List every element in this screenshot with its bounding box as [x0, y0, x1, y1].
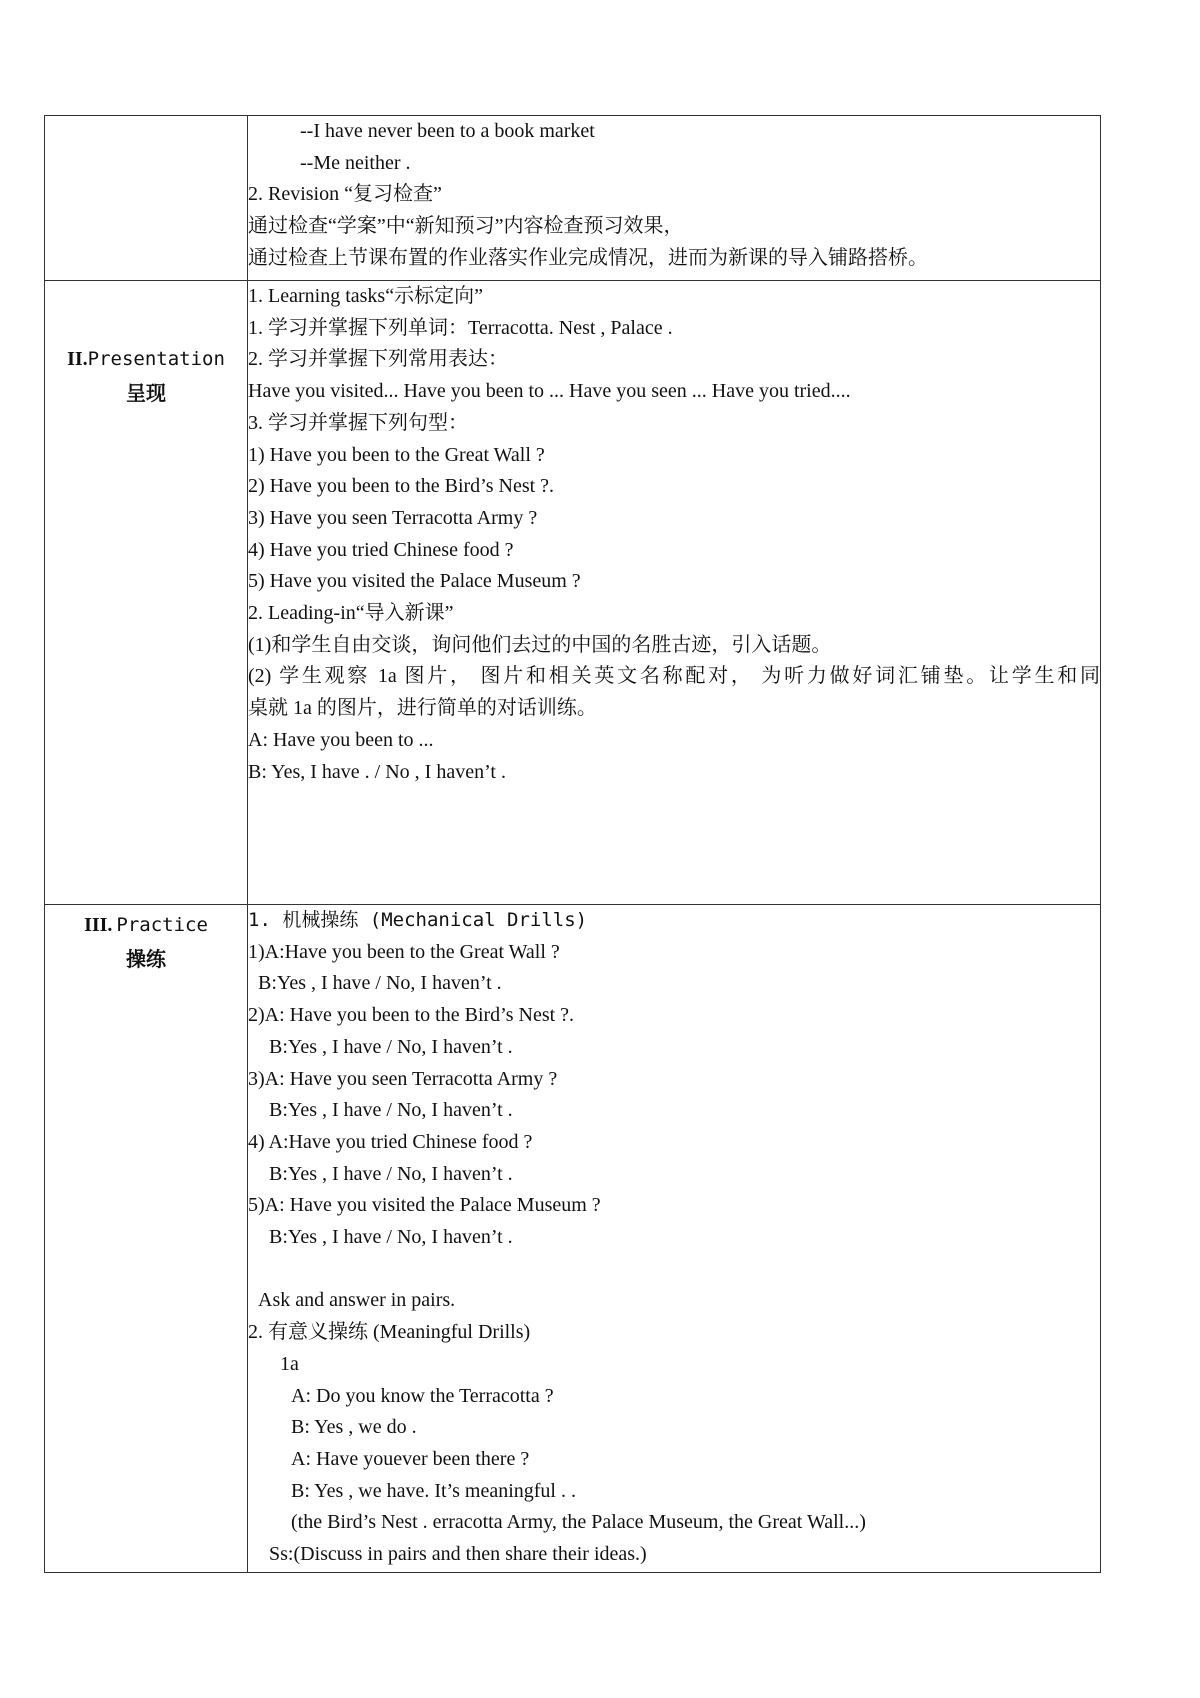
dialogue-line: --I have never been to a book market: [300, 120, 595, 142]
table-row: [45, 905, 1101, 1573]
activity-label: 1a: [280, 1352, 299, 1375]
dialogue-line: B: Yes , we do .: [291, 1416, 417, 1439]
dialogue-line: B: Yes , we have. It’s meaningful . .: [291, 1479, 576, 1502]
text-line: 通过检查上节课布置的作业落实作业完成情况，进而为新课的导入铺路搭桥。: [248, 246, 928, 269]
instruction-line: Ask and answer in pairs.: [258, 1289, 456, 1312]
section-title-zh: 操练: [126, 947, 166, 971]
dialogue-line: A: Have youever been there ?: [291, 1447, 530, 1470]
dialogue-line: (the Bird’s Nest . erracotta Army, the Palace Museum, the Great Wall...): [291, 1511, 866, 1534]
sentence-pattern: 5) Have you visited the Palace Museum ?: [248, 570, 581, 593]
sentence-pattern: 3) Have you seen Terracotta Army ?: [248, 506, 538, 529]
text-line: 桌就 1a 的图片，进行简单的对话训练。: [248, 697, 597, 720]
text-line: 2. 学习并掌握下列常用表达：: [248, 348, 508, 371]
section-label: [45, 905, 247, 975]
dialogue-line: --Me neither .: [300, 151, 411, 174]
step-heading: 2. Leading-in“导入新课”: [248, 602, 454, 625]
dialogue-line: 4) A:Have you tried Chinese food ?: [248, 1130, 533, 1153]
table-row: [45, 281, 1101, 905]
section-content-cell: [248, 281, 1101, 905]
text-line: 1. 学习并掌握下列单词：Terracotta. Nest , Palace .: [248, 316, 673, 339]
step-heading: 1. Learning tasks“示标定向”: [248, 285, 483, 307]
dialogue-line: 2)A: Have you been to the Bird’s Nest ?.: [248, 1004, 575, 1027]
dialogue-line: B:Yes , I have / No, I haven’t .: [269, 1226, 513, 1249]
dialogue-line: 1)A:Have you been to the Great Wall ?: [248, 940, 560, 963]
dialogue-line: A: Have you been to ...: [248, 728, 434, 751]
dialogue-line: 3)A: Have you seen Terracotta Army ?: [248, 1067, 558, 1090]
section-content-cell: [248, 905, 1101, 1573]
section-number: III.: [84, 914, 113, 936]
section-label-cell: [45, 116, 248, 281]
dialogue-line: A: Do you know the Terracotta ?: [291, 1384, 554, 1407]
step-heading: 2. Revision “复习检查”: [248, 183, 442, 206]
lesson-plan-table: [44, 115, 1101, 1573]
section-content-cell: [248, 116, 1101, 281]
dialogue-line: B:Yes , I have / No, I haven’t .: [269, 1099, 513, 1122]
section-label: [45, 281, 247, 409]
section-number: II.: [67, 348, 88, 370]
section-title-en: Practice: [116, 914, 208, 936]
step-heading: 2. 有意义操练 (Meaningful Drills): [248, 1321, 531, 1344]
section-title-zh: 呈现: [126, 381, 166, 405]
blank-line: [248, 1254, 1100, 1286]
dialogue-line: B: Yes, I have . / No , I haven’t .: [248, 760, 506, 783]
table-row: [45, 116, 1101, 281]
text-line: (2) 学生观察 1a 图片， 图片和相关英文名称配对， 为听力做好词汇铺垫。让学生和同: [248, 665, 1100, 688]
section-label-cell: [45, 905, 248, 1573]
instruction-line: Ss:(Discuss in pairs and then share their ideas.): [269, 1543, 647, 1566]
step-heading: 1. 机械操练 (Mechanical Drills): [248, 909, 588, 931]
text-line: 通过检查“学案”中“新知预习”内容检查预习效果，: [248, 215, 684, 238]
dialogue-line: B:Yes , I have / No, I haven’t .: [258, 972, 502, 995]
dialogue-line: 5)A: Have you visited the Palace Museum ?: [248, 1194, 601, 1217]
text-line: (1)和学生自由交谈，询问他们去过的中国的名胜古迹，引入话题。: [248, 633, 832, 656]
section-label-cell: [45, 281, 248, 905]
text-line: Have you visited... Have you been to ... Have you seen ... Have you tried....: [248, 380, 851, 403]
sentence-pattern: 1) Have you been to the Great Wall ?: [248, 443, 545, 466]
section-title-en: Presentation: [87, 348, 225, 370]
sentence-pattern: 4) Have you tried Chinese food ?: [248, 538, 514, 561]
dialogue-line: B:Yes , I have / No, I haven’t .: [269, 1162, 513, 1185]
dialogue-line: B:Yes , I have / No, I haven’t .: [269, 1035, 513, 1058]
sentence-pattern: 2) Have you been to the Bird’s Nest ?.: [248, 475, 555, 498]
text-line: 3. 学习并掌握下列句型：: [248, 411, 468, 434]
